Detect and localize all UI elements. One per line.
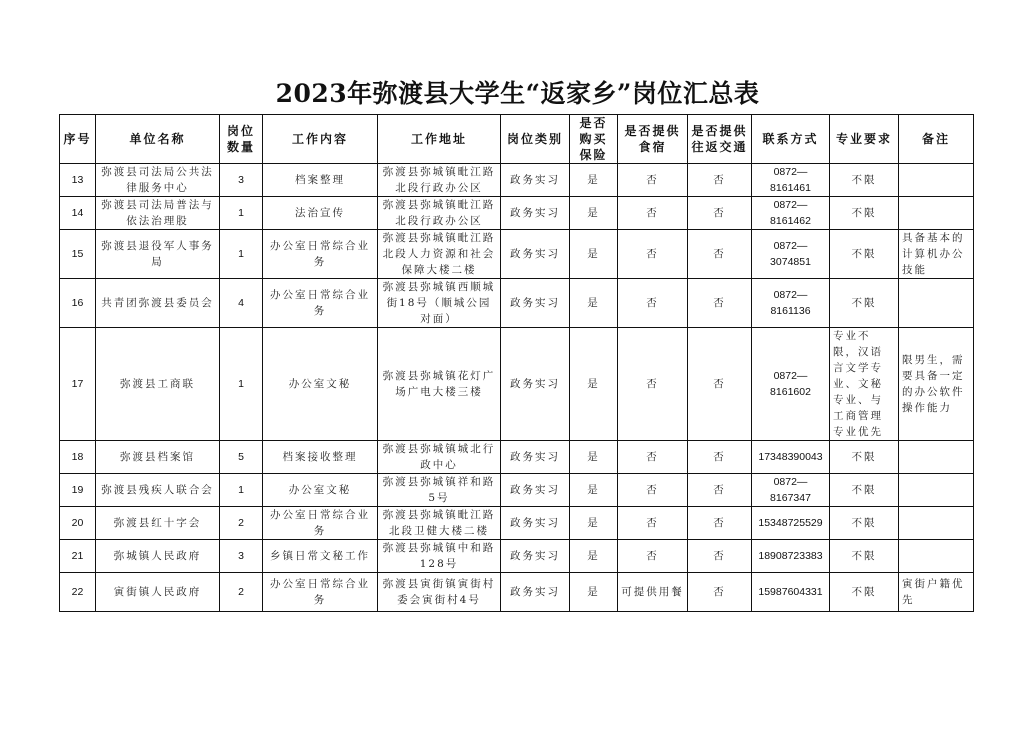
cell-transport: 否 — [688, 279, 752, 328]
cell-transport: 否 — [688, 164, 752, 197]
cell-contact: 0872—3074851 — [752, 230, 830, 279]
cell-unit: 弥渡县残疾人联合会 — [96, 474, 220, 507]
header-insurance: 是否购买保险 — [570, 115, 618, 164]
cell-count: 1 — [220, 328, 263, 441]
cell-index: 22 — [60, 573, 96, 612]
cell-content: 办公室文秘 — [263, 474, 378, 507]
page-title: 2023年弥渡县大学生“返家乡”岗位汇总表 — [275, 79, 760, 108]
cell-transport: 否 — [688, 230, 752, 279]
cell-address: 弥渡县弥城镇毗江路北段人力资源和社会保障大楼二楼 — [378, 230, 501, 279]
cell-note — [899, 279, 974, 328]
cell-address: 弥渡县寅街镇寅街村委会寅街村4号 — [378, 573, 501, 612]
cell-content: 办公室日常综合业务 — [263, 279, 378, 328]
cell-insurance: 是 — [570, 328, 618, 441]
cell-major: 不限 — [830, 197, 899, 230]
cell-index: 13 — [60, 164, 96, 197]
cell-category: 政务实习 — [501, 474, 570, 507]
cell-board: 否 — [618, 197, 688, 230]
cell-index: 21 — [60, 540, 96, 573]
table-row — [60, 230, 974, 279]
cell-content: 办公室日常综合业务 — [263, 230, 378, 279]
cell-insurance: 是 — [570, 540, 618, 573]
cell-transport: 否 — [688, 441, 752, 474]
cell-note: 限男生，需要具备一定的办公软件操作能力 — [899, 328, 974, 441]
cell-category: 政务实习 — [501, 507, 570, 540]
cell-board: 可提供用餐 — [618, 573, 688, 612]
table-row — [60, 197, 974, 230]
cell-address: 弥渡县弥城镇毗江路北段行政办公区 — [378, 197, 501, 230]
cell-unit: 弥渡县红十字会 — [96, 507, 220, 540]
cell-contact: 0872—8161602 — [752, 328, 830, 441]
cell-category: 政务实习 — [501, 540, 570, 573]
cell-transport: 否 — [688, 328, 752, 441]
cell-address: 弥渡县弥城镇西顺城街18号（顺城公园对面） — [378, 279, 501, 328]
cell-category: 政务实习 — [501, 197, 570, 230]
header-category: 岗位类别 — [501, 115, 570, 164]
cell-insurance: 是 — [570, 197, 618, 230]
cell-contact: 17348390043 — [752, 441, 830, 474]
cell-unit: 寅街镇人民政府 — [96, 573, 220, 612]
cell-unit: 弥渡县退役军人事务局 — [96, 230, 220, 279]
cell-category: 政务实习 — [501, 328, 570, 441]
cell-content: 办公室文秘 — [263, 328, 378, 441]
cell-contact: 0872—8161136 — [752, 279, 830, 328]
job-summary-table — [59, 114, 974, 612]
cell-count: 1 — [220, 230, 263, 279]
header-transport: 是否提供往返交通 — [688, 115, 752, 164]
table-row — [60, 441, 974, 474]
cell-contact: 15987604331 — [752, 573, 830, 612]
cell-address: 弥渡县弥城镇花灯广场广电大楼三楼 — [378, 328, 501, 441]
cell-note — [899, 507, 974, 540]
cell-content: 法治宣传 — [263, 197, 378, 230]
header-index: 序号 — [60, 115, 96, 164]
cell-contact: 18908723383 — [752, 540, 830, 573]
cell-content: 乡镇日常文秘工作 — [263, 540, 378, 573]
cell-note — [899, 474, 974, 507]
table-row — [60, 279, 974, 328]
cell-category: 政务实习 — [501, 279, 570, 328]
cell-note — [899, 540, 974, 573]
cell-unit: 弥城镇人民政府 — [96, 540, 220, 573]
cell-note: 具备基本的计算机办公技能 — [899, 230, 974, 279]
cell-unit: 弥渡县工商联 — [96, 328, 220, 441]
cell-content: 办公室日常综合业务 — [263, 573, 378, 612]
header-board: 是否提供食宿 — [618, 115, 688, 164]
cell-transport: 否 — [688, 507, 752, 540]
table-row — [60, 474, 974, 507]
cell-index: 17 — [60, 328, 96, 441]
header-count: 岗位数量 — [220, 115, 263, 164]
cell-count: 2 — [220, 507, 263, 540]
cell-insurance: 是 — [570, 164, 618, 197]
cell-category: 政务实习 — [501, 230, 570, 279]
cell-note — [899, 164, 974, 197]
table-row — [60, 164, 974, 197]
cell-note: 寅街户籍优先 — [899, 573, 974, 612]
cell-contact: 15348725529 — [752, 507, 830, 540]
cell-note — [899, 441, 974, 474]
cell-unit: 弥渡县司法局普法与依法治理股 — [96, 197, 220, 230]
cell-index: 19 — [60, 474, 96, 507]
cell-content: 办公室日常综合业务 — [263, 507, 378, 540]
cell-insurance: 是 — [570, 573, 618, 612]
cell-board: 否 — [618, 279, 688, 328]
cell-transport: 否 — [688, 573, 752, 612]
cell-category: 政务实习 — [501, 441, 570, 474]
cell-address: 弥渡县弥城镇中和路128号 — [378, 540, 501, 573]
header-address: 工作地址 — [378, 115, 501, 164]
cell-insurance: 是 — [570, 279, 618, 328]
header-row — [60, 115, 974, 164]
cell-board: 否 — [618, 164, 688, 197]
cell-major: 不限 — [830, 441, 899, 474]
cell-count: 5 — [220, 441, 263, 474]
cell-board: 否 — [618, 474, 688, 507]
cell-index: 18 — [60, 441, 96, 474]
cell-major: 专业不限，汉语言文学专业、文秘专业、与工商管理专业优先 — [830, 328, 899, 441]
cell-content: 档案接收整理 — [263, 441, 378, 474]
header-content: 工作内容 — [263, 115, 378, 164]
cell-insurance: 是 — [570, 507, 618, 540]
cell-major: 不限 — [830, 573, 899, 612]
cell-insurance: 是 — [570, 474, 618, 507]
cell-address: 弥渡县弥城镇毗江路北段卫健大楼二楼 — [378, 507, 501, 540]
cell-count: 1 — [220, 197, 263, 230]
cell-insurance: 是 — [570, 441, 618, 474]
cell-board: 否 — [618, 441, 688, 474]
cell-address: 弥渡县弥城镇毗江路北段行政办公区 — [378, 164, 501, 197]
cell-board: 否 — [618, 540, 688, 573]
cell-major: 不限 — [830, 540, 899, 573]
header-contact: 联系方式 — [752, 115, 830, 164]
header-unit: 单位名称 — [96, 115, 220, 164]
table-row — [60, 507, 974, 540]
header-major: 专业要求 — [830, 115, 899, 164]
cell-contact: 0872—8161462 — [752, 197, 830, 230]
cell-count: 1 — [220, 474, 263, 507]
cell-address: 弥渡县弥城镇祥和路5号 — [378, 474, 501, 507]
cell-board: 否 — [618, 328, 688, 441]
cell-contact: 0872—8161461 — [752, 164, 830, 197]
cell-transport: 否 — [688, 474, 752, 507]
cell-count: 3 — [220, 540, 263, 573]
cell-insurance: 是 — [570, 230, 618, 279]
cell-transport: 否 — [688, 197, 752, 230]
cell-index: 20 — [60, 507, 96, 540]
cell-count: 2 — [220, 573, 263, 612]
cell-content: 档案整理 — [263, 164, 378, 197]
cell-board: 否 — [618, 507, 688, 540]
cell-unit: 弥渡县司法局公共法律服务中心 — [96, 164, 220, 197]
table-row — [60, 540, 974, 573]
cell-index: 16 — [60, 279, 96, 328]
cell-major: 不限 — [830, 279, 899, 328]
cell-index: 15 — [60, 230, 96, 279]
header-note: 备注 — [899, 115, 974, 164]
cell-note — [899, 197, 974, 230]
cell-index: 14 — [60, 197, 96, 230]
cell-major: 不限 — [830, 230, 899, 279]
cell-contact: 0872—8167347 — [752, 474, 830, 507]
table-row — [60, 573, 974, 612]
cell-major: 不限 — [830, 164, 899, 197]
cell-count: 4 — [220, 279, 263, 328]
cell-count: 3 — [220, 164, 263, 197]
table-row — [60, 328, 974, 441]
cell-major: 不限 — [830, 507, 899, 540]
cell-transport: 否 — [688, 540, 752, 573]
cell-unit: 共青团弥渡县委员会 — [96, 279, 220, 328]
cell-category: 政务实习 — [501, 573, 570, 612]
cell-major: 不限 — [830, 474, 899, 507]
cell-address: 弥渡县弥城镇城北行政中心 — [378, 441, 501, 474]
cell-category: 政务实习 — [501, 164, 570, 197]
cell-board: 否 — [618, 230, 688, 279]
cell-unit: 弥渡县档案馆 — [96, 441, 220, 474]
